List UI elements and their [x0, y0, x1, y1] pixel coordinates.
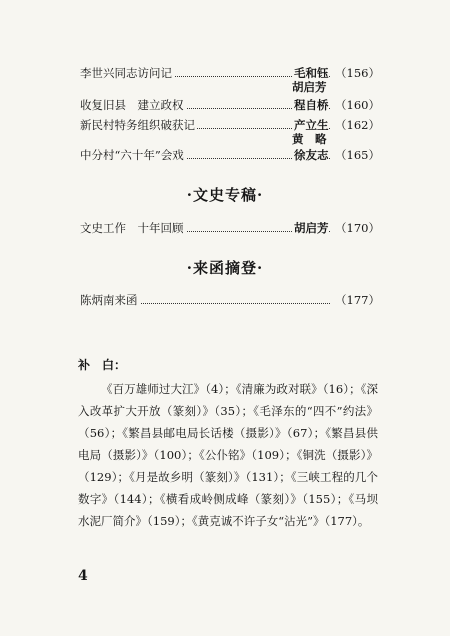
toc-entry[interactable] — [80, 118, 390, 148]
entry-page: （156） — [335, 66, 380, 80]
entry-author: 毛和钰 — [294, 66, 329, 80]
entry-title: 陈炳南来函 — [80, 293, 138, 307]
supplement-heading: 补 白： — [78, 358, 127, 372]
entry-author: 徐友志 — [294, 148, 329, 162]
toc-entry[interactable] — [80, 293, 390, 309]
page-number: 4 — [78, 568, 88, 584]
entry-title: 收复旧县 建立政权 — [80, 98, 184, 112]
entry-title: 中分村“六十年”会戏 — [80, 148, 184, 162]
entry-author: 程自桥 — [294, 98, 329, 112]
section-heading-laihan: ·来函摘登· — [186, 259, 264, 277]
entry-title: 李世兴同志访问记 — [80, 66, 172, 80]
entry-page: （177） — [335, 293, 380, 307]
entry-title: 新民村特务组织破获记 — [80, 118, 195, 132]
entry-author-2: 胡启芳 — [292, 80, 327, 94]
toc-entry[interactable] — [80, 148, 390, 164]
entry-page: （162） — [335, 118, 380, 132]
entry-author-2: 黄 略 — [292, 132, 327, 146]
toc-entry[interactable] — [80, 66, 390, 96]
section-heading-wenshi: ·文史专稿· — [186, 186, 264, 204]
entry-page: （165） — [335, 148, 380, 162]
entry-author: 产立生 — [294, 118, 329, 132]
toc-entry[interactable] — [80, 98, 390, 114]
supplement-text: 《百万雄师过大江》（4）；《清廉为政对联》（16）；《深入改革扩大开放（篆刻）》（35）；《毛泽东的“四不”约法》（56）；《繁昌县邮电局长话楼（摄影）》（67）；《繁昌县供电局（摄影）》（100）；《公仆铭》（109）；《铜洗（摄影）》（129）；《月是故乡明（篆刻）》（131）；《三峡工程的几个数字》（144）；《横看成岭侧成峰（篆刻）》（155）；《马坝水泥厂简介》（159）；《黄克诚不许子女“沾光”》（177）。 — [78, 382, 378, 528]
entry-page: （170） — [335, 221, 380, 235]
toc-entry[interactable] — [80, 221, 390, 237]
entry-author: 胡启芳 — [294, 221, 329, 235]
entry-title: 文史工作 十年回顾 — [80, 221, 184, 235]
entry-page: （160） — [335, 98, 380, 112]
